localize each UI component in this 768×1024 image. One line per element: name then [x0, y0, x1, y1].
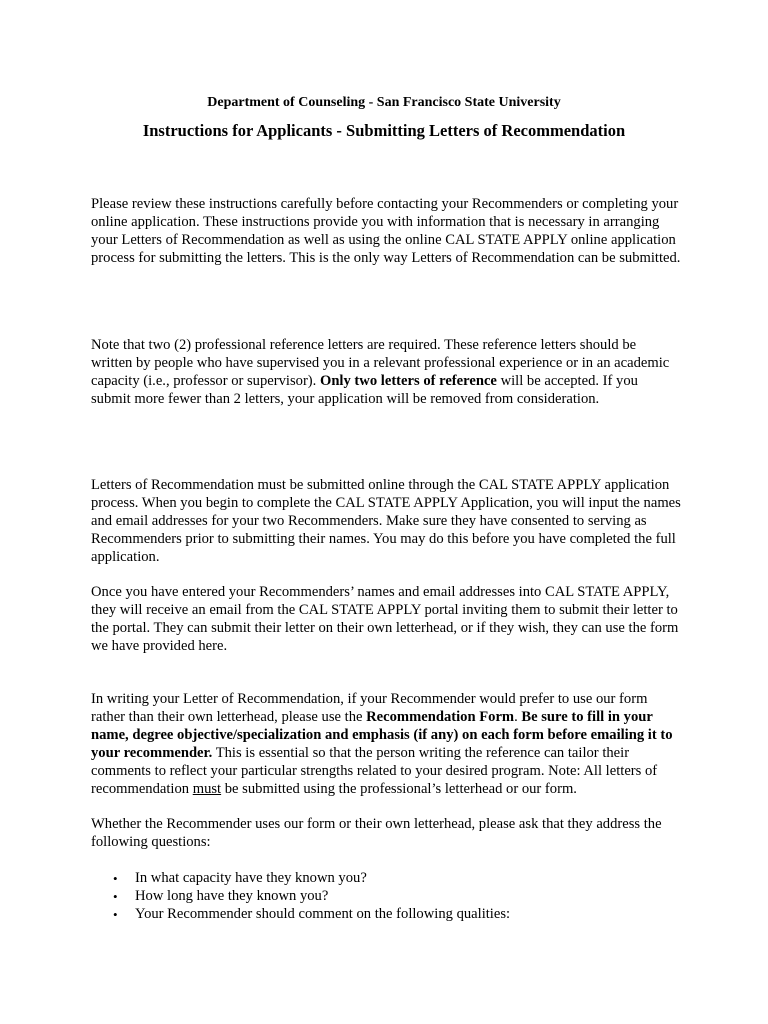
form-bold-instruction: Be sure to fill in your name, degree objective/specialization and emphasis (if any) on each form before emailing it to your recommender. — [91, 708, 673, 761]
bullet-icon: • — [113, 906, 118, 922]
bullet-icon: • — [113, 888, 118, 904]
online-submission-paragraph: Letters of Recommendation must be submitted online through the CAL STATE APPLY application process. When you begin to complete the CAL STATE APPLY Application, you will input the names and email addresses for your two Recommenders. Make sure they have consented to serving as Recommenders prior to submitting their names. You may do this before you have completed the full application. — [91, 477, 681, 565]
form-text-2: This is essential so that the person writing the reference can tailor their comments to reflect your particular strengths related to your desired program. Note: All letters of recommendation — [91, 744, 658, 797]
questions-intro-paragraph: Whether the Recommender uses our form or their own letterhead, please ask that they address the following questions: — [91, 816, 662, 850]
form-underlined-must: must — [192, 780, 222, 797]
form-text-1: In writing your Letter of Recommendation, if your Recommender would prefer to use our form rather than their own letterhead, please use the — [91, 691, 648, 725]
form-period: . — [514, 708, 522, 725]
form-text-3: be submitted using the professional’s letterhead or our form. — [221, 780, 577, 797]
list-item — [91, 888, 681, 906]
requirements-text-1: Note that two (2) professional reference letters are required. These reference letters should be written by people who have supervised you in a relevant professional experience or in an academic capacity (i.e., professor or supervisor). — [91, 337, 670, 389]
list-item — [91, 870, 681, 888]
list-item-text: In what capacity have they known you? — [135, 870, 367, 886]
department-heading: Department of Counseling - San Francisco State University — [207, 95, 561, 110]
recommendation-form-paragraph — [91, 691, 681, 798]
requirements-paragraph — [91, 337, 681, 409]
list-item-text: Your Recommender should comment on the following qualities: — [135, 905, 511, 922]
intro-paragraph: Please review these instructions carefully before contacting your Recommenders or completing your online application. These instructions provide you with information that is necessary in arranging your Letters of Recommendation as well as using the online CAL STATE APPLY online application process for submitting the letters. This is the only way Letters of Recommendation can be submitted. — [91, 196, 681, 266]
requirements-emphasis: Only two letters of reference — [319, 372, 497, 389]
recommendation-form-name: Recommendation Form — [366, 708, 515, 725]
list-item-text: How long have they known you? — [135, 887, 329, 904]
bullet-icon: • — [113, 871, 118, 886]
list-item — [91, 906, 681, 924]
requirements-text-2: will be accepted. If you submit more fewer than 2 letters, your application will be removed from consideration. — [91, 372, 638, 407]
document-title: Instructions for Applicants - Submitting Letters of Recommendation — [142, 121, 626, 140]
portal-paragraph: Once you have entered your Recommenders’ names and email addresses into CAL STATE APPLY, they will receive an email from the CAL STATE APPLY portal inviting them to submit their letter to the portal. They can submit their letter on their own letterhead, or if they wish, they can use the form we have provided here. — [91, 584, 679, 654]
questions-list — [91, 870, 681, 924]
